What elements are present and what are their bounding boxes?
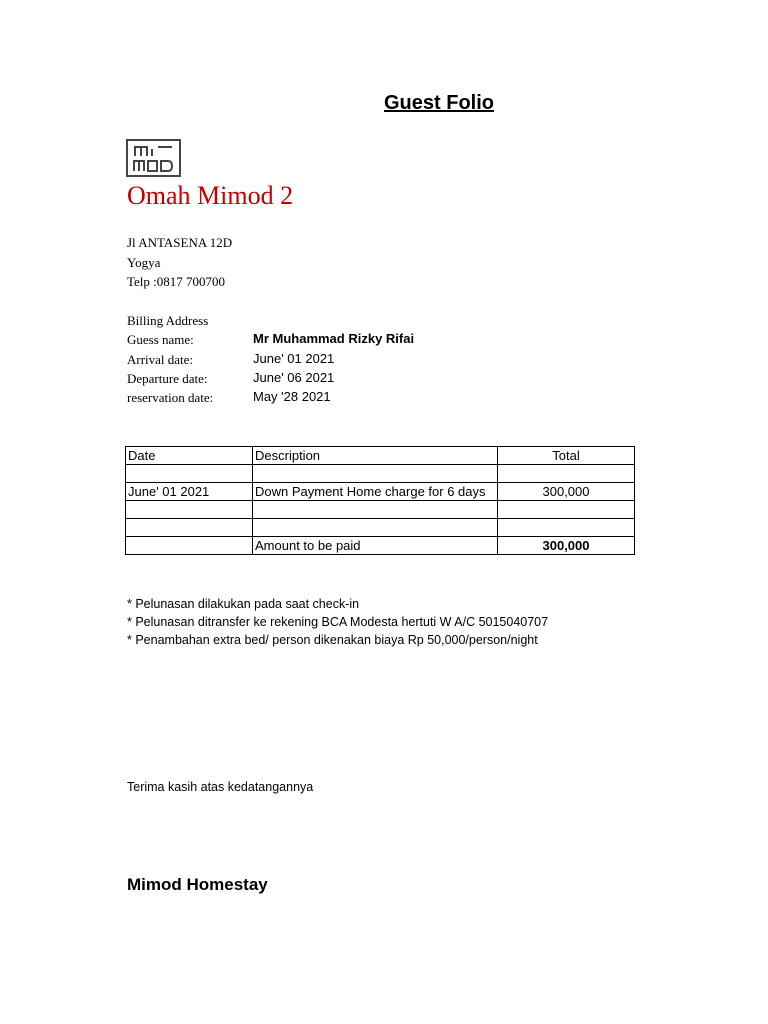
reservation-date-value: May '28 2021 (253, 389, 331, 404)
cell-total (498, 519, 635, 537)
cell-total (498, 501, 635, 519)
page-title: Guest Folio (384, 92, 494, 114)
header-description: Description (253, 447, 498, 465)
closing-text: Terima kasih atas kedatangannya (127, 780, 314, 794)
arrival-date-label: Arrival date: (127, 352, 194, 367)
departure-date-value: June' 06 2021 (253, 370, 335, 385)
total-row (126, 537, 635, 555)
cell-total (498, 465, 635, 483)
note-extra-bed: * Penambahan extra bed/ person dikenakan biaya Rp 50,000/person/night (127, 633, 538, 647)
cell-date (126, 519, 253, 537)
cell-date (126, 465, 253, 483)
header-total: Total (498, 447, 635, 465)
logo-icon (128, 141, 179, 175)
header-date: Date (126, 447, 253, 465)
folio-table (125, 446, 635, 555)
cell-description (253, 519, 498, 537)
arrival-date-value: June' 01 2021 (253, 351, 335, 366)
address-phone: Telp :0817 700700 (127, 274, 226, 289)
guest-name-label: Guess name: (127, 332, 194, 347)
note-bank-transfer: * Pelunasan ditransfer ke rekening BCA Modesta hertuti W A/C 5015040707 (127, 615, 549, 629)
table-row (126, 501, 635, 519)
billing-heading: Billing Address (127, 313, 209, 328)
table-row (126, 465, 635, 483)
address-city: Yogya (127, 255, 161, 270)
cell-date: June' 01 2021 (126, 483, 253, 501)
guest-name-value: Mr Muhammad Rizky Rifai (253, 331, 415, 346)
cell-date (126, 537, 253, 555)
cell-description: Down Payment Home charge for 6 days (253, 483, 498, 501)
amount-to-be-paid-value: 300,000 (498, 537, 635, 555)
table-row (126, 483, 635, 501)
reservation-date-label: reservation date: (127, 390, 214, 405)
amount-to-be-paid-label: Amount to be paid (253, 537, 498, 555)
cell-description (253, 465, 498, 483)
footer-signature: Mimod Homestay (127, 875, 268, 894)
table-header-row (126, 447, 635, 465)
address-street: Jl ANTASENA 12D (127, 235, 233, 250)
cell-description (253, 501, 498, 519)
cell-total: 300,000 (498, 483, 635, 501)
table-row (126, 519, 635, 537)
cell-date (126, 501, 253, 519)
hotel-name: Omah Mimod 2 (127, 181, 294, 210)
departure-date-label: Departure date: (127, 371, 208, 386)
note-checkin: * Pelunasan dilakukan pada saat check-in (127, 597, 360, 611)
mimod-logo (126, 139, 181, 177)
